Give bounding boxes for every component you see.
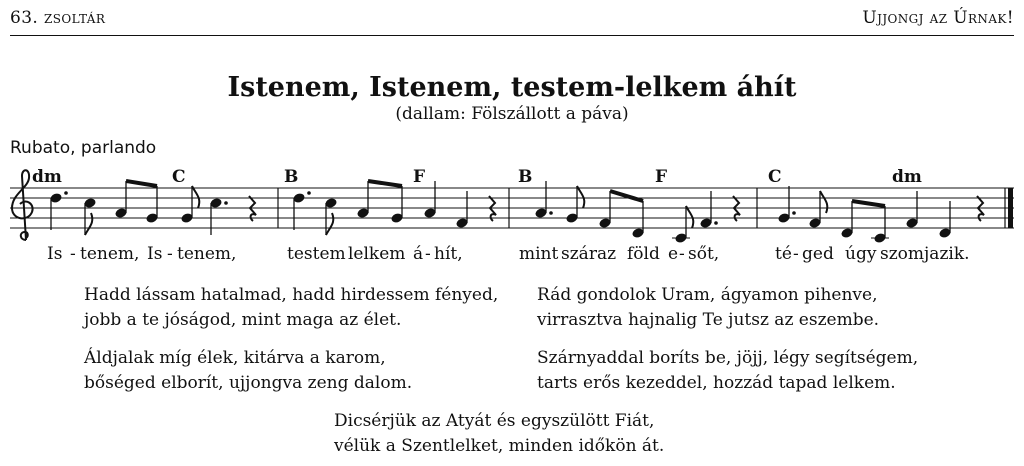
- lyric-syllable: té: [775, 244, 792, 264]
- dot: [64, 191, 68, 195]
- stanza-line: Hadd lássam hatalmad, hadd hirdessem fényed,: [84, 285, 499, 305]
- stanza-4: [537, 346, 918, 396]
- lyric-hyphen: -: [167, 244, 173, 264]
- song-title: Istenem, Istenem, testem-lelkem áhít: [227, 72, 797, 103]
- lyric-syllable: Is: [147, 244, 163, 264]
- stanza-line: jobb a te jóságod, mint maga az élet.: [84, 310, 402, 330]
- lyric-syllable: szomjazik.: [880, 244, 970, 264]
- beam: [610, 191, 643, 201]
- lyric-hyphen: -: [793, 244, 799, 264]
- dot: [714, 221, 718, 225]
- lyric-syllable: tenem,: [177, 244, 237, 264]
- stanza-3: [84, 346, 412, 396]
- dot: [224, 201, 228, 205]
- beam: [368, 181, 402, 186]
- lyric-syllable: tenem,: [80, 244, 140, 264]
- lyric-syllable: mint: [519, 244, 559, 264]
- notes: [49, 181, 984, 244]
- stanza-1: [84, 283, 498, 333]
- running-title: Ujjongj az Úrnak!: [862, 8, 1014, 28]
- lyric-syllable: száraz: [561, 244, 617, 264]
- stanza-line: Dicsérjük az Atyát és egyszülött Fiát,: [334, 411, 655, 431]
- final-bar: [1008, 188, 1013, 228]
- staff-lines: [10, 188, 1014, 228]
- dot: [792, 211, 796, 215]
- lyric-syllable: lelkem: [348, 244, 406, 264]
- lyric-syllable: sőt,: [688, 244, 720, 264]
- stanza-line: tarts erős kezeddel, hozzád tapad lelkem.: [537, 373, 896, 393]
- note-flag: [686, 206, 693, 228]
- chord-symbol: F: [413, 167, 426, 187]
- lyric-syllable: úgy: [845, 244, 877, 264]
- lyric-syllable: testem: [287, 244, 346, 264]
- tempo-marking: Rubato, parlando: [10, 138, 157, 158]
- chord-symbol: dm: [32, 167, 62, 187]
- chord-symbol: dm: [892, 167, 922, 187]
- lyric-syllable: e: [668, 244, 679, 264]
- stanza-5: [334, 409, 664, 459]
- dot: [307, 191, 311, 195]
- chord-symbol: C: [172, 167, 186, 187]
- lyric-syllable: ged: [802, 244, 834, 264]
- lyric-syllable: Is: [47, 244, 63, 264]
- lyric-hyphen: -: [679, 244, 685, 264]
- lyric-syllable: föld: [627, 244, 660, 264]
- chord-symbol: B: [284, 167, 299, 187]
- beam: [126, 181, 157, 186]
- stanza-line: Áldjalak míg élek, kitárva a karom,: [84, 348, 386, 368]
- chord-symbol: B: [518, 167, 533, 187]
- treble-clef-icon: [12, 170, 33, 240]
- lyric-syllable: á: [413, 244, 424, 264]
- note-flag: [577, 186, 584, 208]
- lyric-hyphen: -: [425, 244, 431, 264]
- stanza-line: Szárnyaddal boríts be, jöjj, légy segítségem,: [537, 348, 919, 368]
- stanza-line: bőséged elborít, ujjongva zeng dalom.: [84, 373, 413, 393]
- chord-symbol: C: [768, 167, 782, 187]
- lyric-hyphen: -: [70, 244, 76, 264]
- psalm-number: 63. zsoltár: [10, 8, 106, 28]
- note-flag: [85, 213, 92, 235]
- stanza-line: vélük a Szentlelket, minden időkön át.: [334, 436, 665, 456]
- stanza-2: [537, 283, 879, 333]
- stanza-line: Rád gondolok Uram, ágyamon pihenve,: [537, 285, 878, 305]
- dot: [549, 211, 553, 215]
- note-flag: [820, 191, 827, 213]
- chord-symbol: F: [655, 167, 668, 187]
- song-subtitle: (dallam: Fölszállott a páva): [395, 104, 629, 124]
- note-flag: [326, 213, 333, 235]
- stanza-line: virrasztva hajnalig Te jutsz az eszembe.: [537, 310, 880, 330]
- beam: [852, 201, 885, 206]
- lyric-syllable: hít,: [434, 244, 463, 264]
- note-flag: [192, 186, 199, 208]
